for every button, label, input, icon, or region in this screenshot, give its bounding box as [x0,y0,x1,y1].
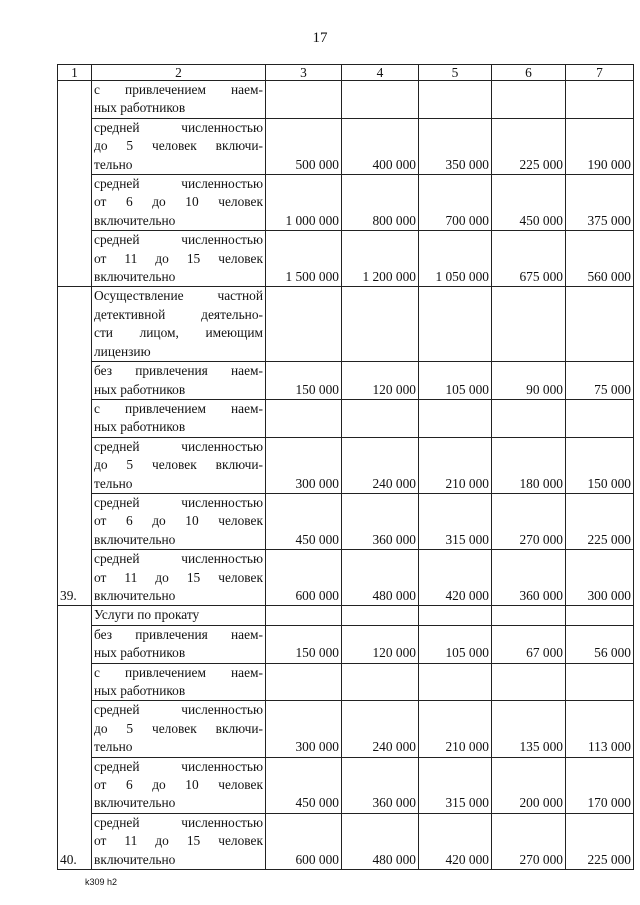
value-cell-col-5: 1 050 000 [419,231,492,287]
value-cell-col-6: 90 000 [492,362,566,400]
description-line: лицензию [94,343,151,359]
value-cell-col-6: 360 000 [492,550,566,606]
value-cell-col-6 [492,663,566,701]
description-line: ных работников [94,381,186,397]
description-line: средней численностью [94,551,263,567]
value-cell-col-4: 800 000 [342,175,419,231]
value-cell-col-3 [266,287,342,362]
description-line: тельно [94,739,133,755]
description-line: тельно [94,475,133,491]
description-cell [92,625,266,663]
value-cell-col-7: 113 000 [566,701,634,757]
value-cell-col-3 [266,663,342,701]
description-line: ных работников [94,100,186,116]
value-cell-col-5: 700 000 [419,175,492,231]
value-cell-col-7: 225 000 [566,813,634,869]
value-cell-col-6: 67 000 [492,625,566,663]
description-line: от 6 до 10 человек [94,777,263,793]
description-line: до 5 человек включи- [94,720,263,736]
description-cell [92,399,266,437]
value-cell-col-4: 360 000 [342,493,419,549]
value-cell-col-5: 350 000 [419,118,492,174]
value-cell-col-4: 240 000 [342,437,419,493]
description-line: включительно [94,851,176,867]
value-cell-col-5: 420 000 [419,550,492,606]
header-cell: 7 [566,65,634,81]
value-cell-col-7: 170 000 [566,757,634,813]
value-cell-col-4 [342,399,419,437]
description-line: средней численностью [94,758,263,774]
description-line: без привлечения наем- [94,363,263,379]
value-cell-col-5 [419,399,492,437]
value-cell-col-7: 225 000 [566,493,634,549]
tariff-table [57,64,634,870]
row-number-cell [58,81,92,287]
description-line: включительно [94,587,176,603]
description-line: с привлечением наем- [94,400,263,416]
header-cell: 6 [492,65,566,81]
value-cell-col-3 [266,399,342,437]
description-cell [92,175,266,231]
value-cell-col-6 [492,606,566,625]
description-cell [92,606,266,625]
description-cell [92,287,266,362]
value-cell-col-6: 270 000 [492,813,566,869]
value-cell-col-4: 1 200 000 [342,231,419,287]
value-cell-col-6: 180 000 [492,437,566,493]
value-cell-col-4 [342,81,419,119]
value-cell-col-7 [566,399,634,437]
description-line: тельно [94,156,133,172]
value-cell-col-5 [419,81,492,119]
table-row [58,81,634,119]
value-cell-col-6 [492,287,566,362]
page-number: 17 [312,30,328,46]
value-cell-col-5: 105 000 [419,625,492,663]
footer-code: k309 h2 [85,877,118,887]
description-line: средней численностью [94,176,263,192]
description-cell [92,550,266,606]
header-cell: 2 [92,65,266,81]
description-line: сти лицом, имеющим [94,325,263,341]
value-cell-col-6: 675 000 [492,231,566,287]
value-cell-col-7: 150 000 [566,437,634,493]
value-cell-col-3: 450 000 [266,493,342,549]
value-cell-col-3: 300 000 [266,437,342,493]
value-cell-col-7: 190 000 [566,118,634,174]
description-cell [92,663,266,701]
description-line: от 6 до 10 человек [94,513,263,529]
description-line: от 11 до 15 человек [94,250,263,266]
description-line: ных работников [94,645,186,661]
value-cell-col-3 [266,606,342,625]
value-cell-col-3: 1 000 000 [266,175,342,231]
table-row [58,399,634,437]
value-cell-col-5: 105 000 [419,362,492,400]
value-cell-col-5: 420 000 [419,813,492,869]
table-header-row [58,65,634,81]
description-line: Услуги по прокату [94,607,200,623]
value-cell-col-4 [342,287,419,362]
header-cell: 3 [266,65,342,81]
description-line: с привлечением наем- [94,664,263,680]
value-cell-col-3 [266,81,342,119]
value-cell-col-3: 500 000 [266,118,342,174]
description-line: Осуществление частной [94,288,263,304]
value-cell-col-7 [566,663,634,701]
value-cell-col-4: 120 000 [342,362,419,400]
value-cell-col-4: 360 000 [342,757,419,813]
row-number-cell: 39. [58,287,92,606]
description-line: до 5 человек включи- [94,138,263,154]
value-cell-col-6: 200 000 [492,757,566,813]
value-cell-col-7 [566,81,634,119]
value-cell-col-5: 315 000 [419,493,492,549]
table-row [58,663,634,701]
description-line: с привлечением наем- [94,82,263,97]
value-cell-col-7 [566,287,634,362]
table-row [58,287,634,362]
header-cell: 4 [342,65,419,81]
description-cell [92,437,266,493]
description-line: включительно [94,212,176,228]
description-line: ных работников [94,683,186,698]
value-cell-col-7: 375 000 [566,175,634,231]
value-cell-col-6: 225 000 [492,118,566,174]
value-cell-col-7: 56 000 [566,625,634,663]
value-cell-col-7: 560 000 [566,231,634,287]
description-line: ных работников [94,419,186,435]
table-row [58,118,634,174]
value-cell-col-4: 480 000 [342,550,419,606]
value-cell-col-6 [492,81,566,119]
value-cell-col-4 [342,606,419,625]
table-row [58,757,634,813]
value-cell-col-6 [492,399,566,437]
description-line: средней численностью [94,232,263,248]
description-line: средней численностью [94,494,263,510]
value-cell-col-4: 480 000 [342,813,419,869]
table-row [58,625,634,663]
table-row [58,175,634,231]
description-cell [92,813,266,869]
description-line: включительно [94,531,176,547]
description-cell [92,757,266,813]
value-cell-col-5: 210 000 [419,701,492,757]
row-number-cell: 40. [58,606,92,870]
table-row [58,493,634,549]
table-row [58,606,634,625]
value-cell-col-5 [419,287,492,362]
description-cell [92,493,266,549]
value-cell-col-7: 300 000 [566,550,634,606]
value-cell-col-5: 315 000 [419,757,492,813]
value-cell-col-5 [419,606,492,625]
description-line: средней численностью [94,814,263,830]
value-cell-col-6: 135 000 [492,701,566,757]
description-line: включительно [94,269,176,285]
description-cell [92,701,266,757]
value-cell-col-3: 600 000 [266,550,342,606]
value-cell-col-3: 1 500 000 [266,231,342,287]
description-line: средней численностью [94,702,263,718]
table-row [58,437,634,493]
value-cell-col-3: 300 000 [266,701,342,757]
value-cell-col-4 [342,663,419,701]
description-cell [92,362,266,400]
value-cell-col-4: 400 000 [342,118,419,174]
value-cell-col-4: 120 000 [342,625,419,663]
description-line: без привлечения наем- [94,626,263,642]
value-cell-col-5: 210 000 [419,437,492,493]
description-line: от 6 до 10 человек [94,194,263,210]
description-line: до 5 человек включи- [94,457,263,473]
table-row [58,231,634,287]
header-cell: 5 [419,65,492,81]
table-row [58,701,634,757]
value-cell-col-5 [419,663,492,701]
value-cell-col-3: 600 000 [266,813,342,869]
value-cell-col-3: 450 000 [266,757,342,813]
value-cell-col-7: 75 000 [566,362,634,400]
table-row [58,813,634,869]
description-line: от 11 до 15 человек [94,833,263,849]
value-cell-col-6: 450 000 [492,175,566,231]
description-line: от 11 до 15 человек [94,569,263,585]
description-line: средней численностью [94,438,263,454]
table-row [58,362,634,400]
value-cell-col-3: 150 000 [266,362,342,400]
value-cell-col-6: 270 000 [492,493,566,549]
description-cell [92,231,266,287]
value-cell-col-4: 240 000 [342,701,419,757]
value-cell-col-3: 150 000 [266,625,342,663]
description-line: средней численностью [94,119,263,135]
table-row [58,550,634,606]
header-cell: 1 [58,65,92,81]
value-cell-col-7 [566,606,634,625]
description-cell [92,81,266,119]
description-line: включительно [94,795,176,811]
description-cell [92,118,266,174]
description-line: детективной деятельно- [94,306,263,322]
